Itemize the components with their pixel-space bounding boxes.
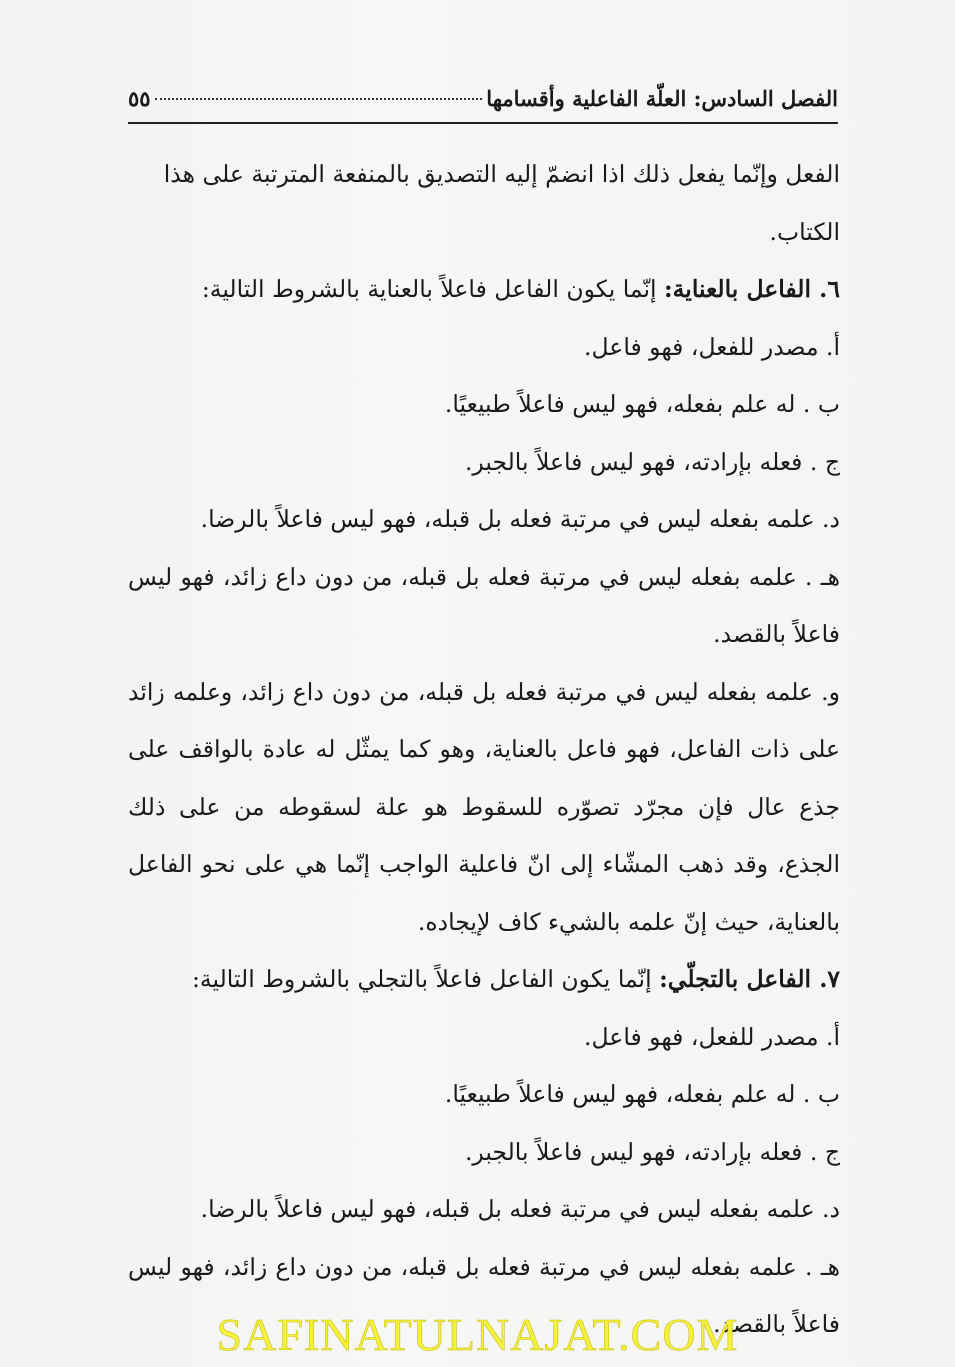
intro-paragraph — [128, 146, 840, 261]
header-dot-leader — [155, 98, 483, 100]
section-6-item-d: د. علمه بفعله ليس في مرتبة فعله بل قبله، فهو ليس فاعلاً بالرضا. — [200, 505, 840, 533]
section-7-item-b: ب . له علم بفعله، فهو ليس فاعلاً طبيعيًا. — [444, 1080, 840, 1108]
chapter-title: الفصل السادس: العلّة الفاعلية وأقسامها — [486, 86, 838, 111]
header-rule — [128, 122, 838, 124]
section-6-item-b: ب . له علم بفعله، فهو ليس فاعلاً طبيعيًا. — [444, 390, 840, 418]
section-7-item-a: أ. مصدر للفعل، فهو فاعل. — [584, 1022, 840, 1051]
section-6-item-a: أ. مصدر للفعل، فهو فاعل. — [584, 332, 840, 361]
section-6-item-w: و. علمه بفعله ليس في مرتبة فعله بل قبله، من دون داع زائد، وعلمه زائد على ذات الفاعل، فهو فاعل بالعناية، وهو كما يمثّل له عادة بالواقف على جذع عال فإن مجرّد تصوّره للسقوط هو علة لسقوطه من على ذلك الجذع، وقد ذهب المشّاء إلى انّ فاعلية الواجب إنّما هي على نحو الفاعل بالعناية، حيث إنّ علمه بالشيء كاف لإيجاده. — [128, 677, 840, 936]
page-number: ٥٥ — [128, 86, 151, 111]
section-6-item-c: ج . فعله بإرادته، فهو ليس فاعلاً بالجبر. — [464, 447, 840, 476]
site-watermark: SAFINATULNAJAT.COM — [216, 1309, 739, 1360]
section-7-item-h: هـ . علمه بفعله ليس في مرتبة فعله بل قبله، من دون داع زائد، فهو ليس فاعلاً بالقصد. — [128, 1252, 840, 1338]
section-6-text: إنّما يكون الفاعل فاعلاً بالعناية بالشروط التالية: — [201, 275, 664, 303]
section-7-text: إنّما يكون الفاعل فاعلاً بالتجلي بالشروط التالية: — [192, 965, 660, 993]
section-7-item-c: ج . فعله بإرادته، فهو ليس فاعلاً بالجبر. — [464, 1137, 840, 1166]
running-header — [128, 86, 838, 111]
intro-line-2: الكتاب. — [769, 217, 840, 246]
intro-line-1: الفعل وإنّما يفعل ذلك اذا انضمّ إليه التصديق بالمنفعة المترتبة على هذا — [163, 160, 840, 188]
section-7-heading: ٧. الفاعل بالتجلّي: — [659, 965, 840, 993]
section-7-item-d: د. علمه بفعله ليس في مرتبة فعله بل قبله، فهو ليس فاعلاً بالرضا. — [200, 1195, 840, 1223]
section-6-heading: ٦. الفاعل بالعناية: — [664, 275, 840, 303]
section-7-intro — [128, 951, 840, 1009]
section-6-intro — [128, 261, 840, 319]
section-6-item-h: هـ . علمه بفعله ليس في مرتبة فعله بل قبله، من دون داع زائد، فهو ليس فاعلاً بالقصد. — [128, 562, 840, 648]
page-body — [128, 146, 840, 1354]
